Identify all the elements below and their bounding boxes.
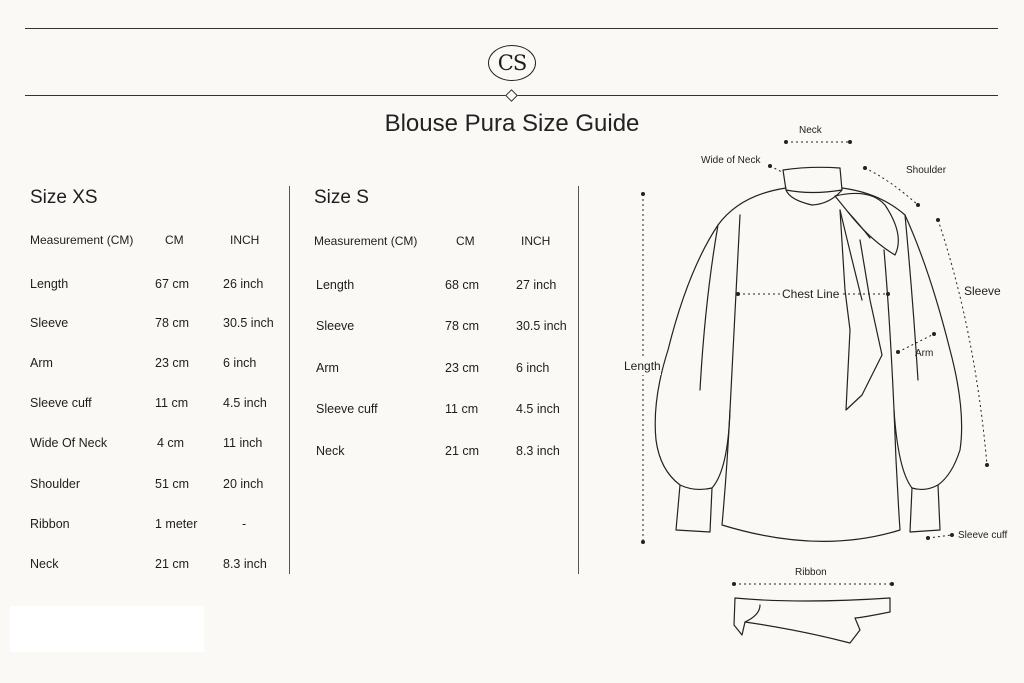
- row-inch: 6 inch: [223, 356, 257, 370]
- row-inch: 20 inch: [223, 477, 264, 491]
- row-cm: 67 cm: [155, 277, 190, 291]
- measurement-header: Measurement (CM): [30, 233, 134, 247]
- size-xs-heading: Size XS: [30, 187, 98, 208]
- wide-of-neck-label: Wide of Neck: [701, 155, 761, 166]
- diamond-ornament-icon: [505, 89, 518, 102]
- measurement-header: Measurement (CM): [314, 234, 418, 248]
- shoulder-label: Shoulder: [906, 165, 947, 176]
- blank-panel: [10, 606, 204, 652]
- row-inch: 11 inch: [223, 436, 263, 450]
- row-label: Length: [30, 277, 69, 291]
- row-label: Sleeve: [316, 319, 355, 333]
- size-s-heading: Size S: [314, 187, 369, 208]
- column-divider: [289, 186, 290, 574]
- row-inch: 27 inch: [516, 278, 557, 292]
- row-inch: 4.5 inch: [223, 396, 267, 410]
- column-divider: [578, 186, 579, 574]
- row-label: Neck: [30, 557, 59, 571]
- row-cm: 1 meter: [155, 517, 198, 531]
- row-inch: 30.5 inch: [516, 319, 567, 333]
- neck-label: Neck: [799, 125, 822, 136]
- row-cm: 11 cm: [445, 402, 479, 416]
- row-inch: 6 inch: [516, 361, 550, 375]
- row-label: Arm: [30, 356, 53, 370]
- row-inch: 26 inch: [223, 277, 264, 291]
- sleeve-label: Sleeve: [964, 284, 1001, 298]
- row-cm: 4 cm: [157, 436, 185, 450]
- top-rule: [25, 28, 998, 29]
- row-cm: 68 cm: [445, 278, 480, 292]
- row-label: Sleeve cuff: [316, 402, 378, 416]
- row-inch: 30.5 inch: [223, 316, 274, 330]
- size-xs-table: [30, 187, 285, 577]
- row-inch: -: [242, 517, 247, 531]
- row-cm: 11 cm: [155, 396, 189, 410]
- row-label: Sleeve cuff: [30, 396, 92, 410]
- row-cm: 23 cm: [155, 356, 190, 370]
- row-inch: 8.3 inch: [516, 444, 560, 458]
- row-cm: 21 cm: [445, 444, 480, 458]
- arm-label: Arm: [915, 348, 934, 359]
- row-inch: 4.5 inch: [516, 402, 560, 416]
- ribbon-label: Ribbon: [795, 567, 827, 578]
- row-label: Neck: [316, 444, 345, 458]
- row-cm: 78 cm: [445, 319, 480, 333]
- chest-line-label: Chest Line: [782, 287, 840, 301]
- row-label: Wide Of Neck: [30, 436, 108, 450]
- row-cm: 21 cm: [155, 557, 190, 571]
- page-title: Blouse Pura Size Guide: [384, 110, 640, 137]
- row-label: Shoulder: [30, 477, 81, 491]
- row-cm: 78 cm: [155, 316, 190, 330]
- inch-header: INCH: [230, 233, 260, 247]
- cm-header: CM: [456, 234, 475, 248]
- length-label: Length: [624, 359, 661, 373]
- brand-logo: CS: [488, 45, 536, 81]
- sleeve-cuff-label: Sleeve cuff: [958, 530, 1008, 541]
- size-s-table: [314, 187, 574, 487]
- inch-header: INCH: [521, 234, 551, 248]
- row-cm: 23 cm: [445, 361, 480, 375]
- row-cm: 51 cm: [155, 477, 190, 491]
- row-label: Sleeve: [30, 316, 69, 330]
- row-label: Ribbon: [30, 517, 70, 531]
- cm-header: CM: [165, 233, 184, 247]
- row-label: Arm: [316, 361, 339, 375]
- row-inch: 8.3 inch: [223, 557, 267, 571]
- row-label: Length: [316, 278, 355, 292]
